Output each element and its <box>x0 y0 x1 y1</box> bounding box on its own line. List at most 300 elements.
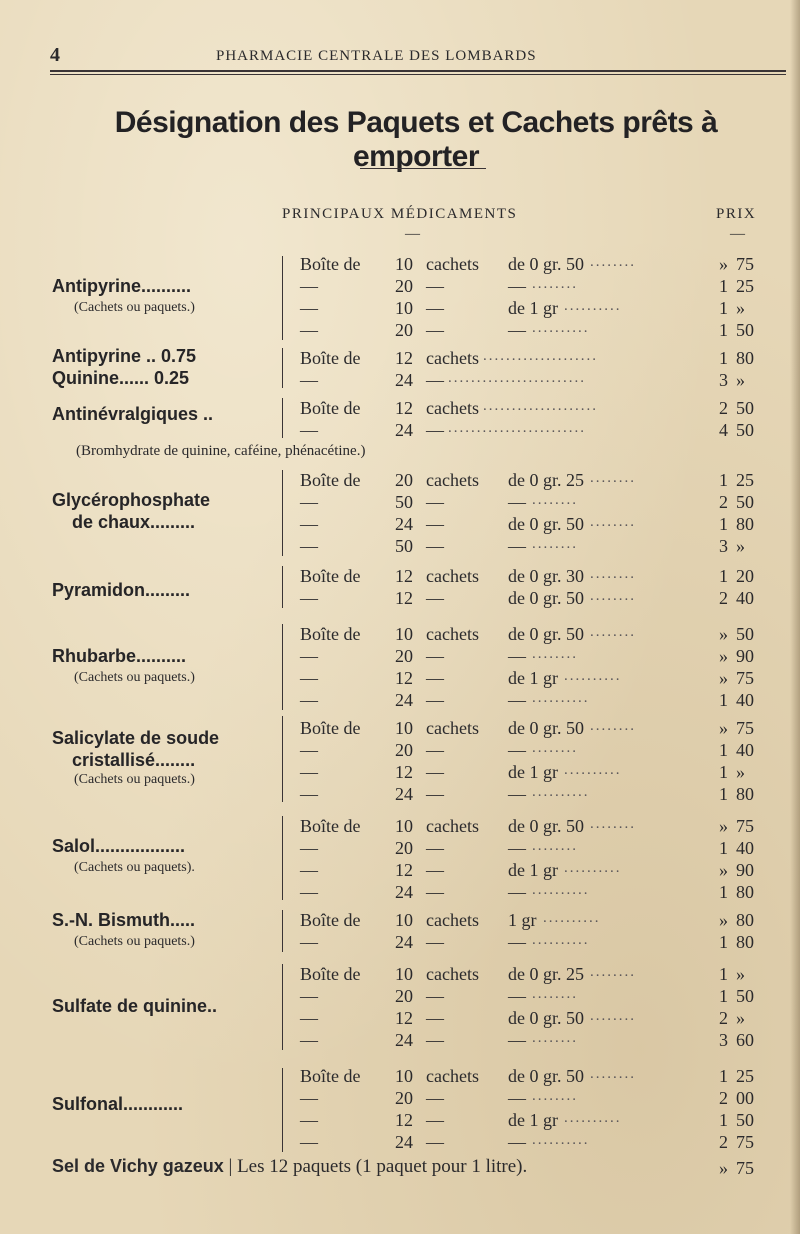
unit-label: — <box>426 690 444 710</box>
price <box>706 1008 768 1030</box>
brace <box>282 398 283 438</box>
unit-label: cachets <box>426 398 479 418</box>
leader-dots: .......... <box>543 910 601 926</box>
unit-label: — <box>426 1132 444 1152</box>
dose-label: de 1 gr <box>508 298 558 318</box>
dose-label: — <box>508 646 526 666</box>
unit-label: — <box>426 882 444 902</box>
product-name: Rhubarbe.......... <box>52 646 187 666</box>
price-centimes: 50 <box>736 492 754 512</box>
cachet-count: 12 <box>395 348 413 368</box>
box-label: — <box>300 668 318 688</box>
brace <box>282 566 283 608</box>
leader-dots: .......... <box>564 298 622 314</box>
price-francs: 1 <box>719 320 728 340</box>
box-label: Boîte de <box>300 718 361 738</box>
box-label: — <box>300 514 318 534</box>
leader-dots: ........ <box>532 1088 578 1104</box>
product-name: Salol.................. <box>52 836 186 856</box>
product-name: Antinévralgiques .. <box>52 404 214 424</box>
box-label: — <box>300 276 318 296</box>
box-label: — <box>300 320 318 340</box>
dose-label: — <box>508 1132 526 1152</box>
price <box>706 624 768 646</box>
price <box>706 762 768 784</box>
price-francs: 1 <box>719 1110 728 1130</box>
cachet-count: 12 <box>395 588 413 608</box>
price-centimes: » <box>736 370 745 390</box>
unit-label: — <box>426 986 444 1006</box>
price <box>706 718 768 740</box>
cachet-count: 24 <box>395 932 413 952</box>
price-francs: » <box>719 910 728 930</box>
box-label: — <box>300 762 318 782</box>
price-francs: 3 <box>719 536 728 556</box>
unit-label: — <box>426 1088 444 1108</box>
price <box>706 254 768 276</box>
cachet-count: 24 <box>395 882 413 902</box>
leader-dots: .................... <box>483 398 598 414</box>
dose-label: — <box>508 932 526 952</box>
unit-label: — <box>426 932 444 952</box>
price <box>706 1066 768 1088</box>
composition-note: (Bromhydrate de quinine, caféine, phénacétine.) <box>76 443 366 459</box>
price-francs: 1 <box>719 298 728 318</box>
price-centimes: 50 <box>736 1110 754 1130</box>
price-francs: 4 <box>719 420 728 440</box>
price-centimes: 80 <box>736 932 754 952</box>
brace <box>282 256 283 340</box>
price-centimes: 75 <box>736 254 754 274</box>
price-centimes: 80 <box>736 348 754 368</box>
leader-dots: ........ <box>532 646 578 662</box>
cachet-count: 10 <box>395 624 413 644</box>
header-rule <box>50 70 786 72</box>
price-francs: 1 <box>719 882 728 902</box>
price-francs: 2 <box>719 1008 728 1028</box>
dose-label: de 0 gr. 25 <box>508 470 584 490</box>
price-centimes: 20 <box>736 566 754 586</box>
unit-label: cachets <box>426 348 479 368</box>
box-label: Boîte de <box>300 1066 361 1086</box>
dose-label: de 0 gr. 50 <box>508 254 584 274</box>
cachet-count: 20 <box>395 646 413 666</box>
box-label: Boîte de <box>300 964 361 984</box>
box-label: Boîte de <box>300 254 361 274</box>
dose-label: — <box>508 276 526 296</box>
box-label: — <box>300 492 318 512</box>
price <box>706 668 768 690</box>
leader-dots: .......... <box>532 882 590 898</box>
unit-label: — <box>426 514 444 534</box>
cachet-count: 20 <box>395 1088 413 1108</box>
brace <box>282 910 283 952</box>
cachet-count: 10 <box>395 1066 413 1086</box>
price-francs: 1 <box>719 740 728 760</box>
leader-dots: ........ <box>590 964 636 980</box>
dose-label: de 0 gr. 50 <box>508 514 584 534</box>
price-centimes: 80 <box>736 882 754 902</box>
product-name: Quinine...... 0.25 <box>52 368 190 388</box>
leader-dots: .................... <box>483 348 598 364</box>
price-francs: 1 <box>719 986 728 1006</box>
price <box>706 276 768 298</box>
product-name: Antipyrine .. 0.75 <box>52 346 197 366</box>
box-label: — <box>300 1030 318 1050</box>
price-centimes: 90 <box>736 860 754 880</box>
price-centimes: 25 <box>736 1066 754 1086</box>
leader-dots: ........ <box>590 718 636 734</box>
cachet-count: 10 <box>395 816 413 836</box>
cachet-count: 24 <box>395 690 413 710</box>
cachet-count: 24 <box>395 784 413 804</box>
leader-dots: ........ <box>532 838 578 854</box>
leader-dots: ........ <box>590 624 636 640</box>
price <box>706 986 768 1008</box>
price-centimes: 50 <box>736 420 754 440</box>
dose-label: — <box>508 838 526 858</box>
unit-label: — <box>426 536 444 556</box>
leader-dots: ........ <box>590 816 636 832</box>
dose-label: de 1 gr <box>508 762 558 782</box>
price-francs: 1 <box>719 932 728 952</box>
price-centimes: 75 <box>736 816 754 836</box>
leader-dots: ........................ <box>448 420 586 436</box>
box-label: Boîte de <box>300 624 361 644</box>
box-label: — <box>300 784 318 804</box>
product-subtitle: (Cachets ou paquets.) <box>74 670 195 685</box>
box-label: — <box>300 740 318 760</box>
price-francs: 1 <box>719 762 728 782</box>
unit-label: — <box>426 762 444 782</box>
dose-label: de 0 gr. 25 <box>508 964 584 984</box>
price <box>706 784 768 806</box>
price-francs: 2 <box>719 1088 728 1108</box>
cachet-count: 20 <box>395 276 413 296</box>
price <box>706 1132 768 1154</box>
dose-label: — <box>508 740 526 760</box>
unit-label: — <box>426 838 444 858</box>
leader-dots: .......... <box>564 762 622 778</box>
unit-label: cachets <box>426 964 479 984</box>
box-label: — <box>300 646 318 666</box>
unit-label: cachets <box>426 1066 479 1086</box>
price-centimes: 80 <box>736 784 754 804</box>
box-label: — <box>300 298 318 318</box>
leader-dots: ........ <box>590 588 636 604</box>
leader-dots: ........ <box>532 492 578 508</box>
product-subtitle: (Cachets ou paquets.) <box>74 772 195 787</box>
box-label: — <box>300 882 318 902</box>
leader-dots: ........ <box>532 276 578 292</box>
price-francs: » <box>719 646 728 666</box>
price <box>706 492 768 514</box>
price-francs: 2 <box>719 588 728 608</box>
price-centimes: 25 <box>736 276 754 296</box>
cachet-count: 20 <box>395 740 413 760</box>
price <box>706 882 768 904</box>
dose-label: de 1 gr <box>508 668 558 688</box>
cachet-count: 20 <box>395 320 413 340</box>
unit-label: — <box>426 588 444 608</box>
product-name: Antipyrine.......... <box>52 276 192 296</box>
unit-label: — <box>426 298 444 318</box>
dose-label: de 0 gr. 50 <box>508 588 584 608</box>
dose-label: de 1 gr <box>508 860 558 880</box>
leader-dots: ........ <box>532 1030 578 1046</box>
price <box>706 398 768 420</box>
column-header-medicaments: PRINCIPAUX MÉDICAMENTS <box>282 206 518 222</box>
dose-label: 1 gr <box>508 910 537 930</box>
cachet-count: 10 <box>395 254 413 274</box>
box-label: — <box>300 932 318 952</box>
price-centimes: 40 <box>736 690 754 710</box>
title-underline <box>360 168 486 169</box>
price-centimes: 75 <box>736 718 754 738</box>
leader-dots: ........ <box>590 1008 636 1024</box>
dose-label: — <box>508 1088 526 1108</box>
brace <box>282 624 283 710</box>
product-name-line2: de chaux......... <box>72 512 196 532</box>
box-label: Boîte de <box>300 816 361 836</box>
unit-label: — <box>426 1008 444 1028</box>
cachet-count: 24 <box>395 420 413 440</box>
price-centimes: 75 <box>736 1132 754 1152</box>
product-subtitle: (Cachets ou paquets.) <box>74 300 195 315</box>
cachet-count: 12 <box>395 762 413 782</box>
price-francs: 3 <box>719 1030 728 1050</box>
price <box>706 860 768 882</box>
price <box>706 348 768 370</box>
price <box>706 1158 768 1180</box>
price <box>706 646 768 668</box>
box-label: Boîte de <box>300 348 361 368</box>
price-francs: » <box>719 624 728 644</box>
unit-label: — <box>426 420 444 440</box>
box-label: — <box>300 1132 318 1152</box>
unit-label: cachets <box>426 566 479 586</box>
cachet-count: 50 <box>395 492 413 512</box>
product-name: Sulfonal............ <box>52 1094 184 1114</box>
leader-dots: .......... <box>532 320 590 336</box>
leader-dots: .......... <box>564 1110 622 1126</box>
price-francs: » <box>719 1158 728 1178</box>
brace <box>282 348 283 388</box>
price-francs: 1 <box>719 514 728 534</box>
brace <box>282 470 283 556</box>
box-label: — <box>300 1088 318 1108</box>
dose-label: de 0 gr. 50 <box>508 816 584 836</box>
leader-dots: .......... <box>564 668 622 684</box>
price-francs: 1 <box>719 348 728 368</box>
price-francs: 2 <box>719 1132 728 1152</box>
dose-label: — <box>508 690 526 710</box>
price <box>706 420 768 442</box>
leader-dots: ........ <box>590 470 636 486</box>
vichy-description: Les 12 paquets (1 paquet pour 1 litre). <box>237 1156 528 1177</box>
leader-dots: .......... <box>532 1132 590 1148</box>
box-label: Boîte de <box>300 398 361 418</box>
price-francs: 1 <box>719 1066 728 1086</box>
page-edge-shadow <box>790 0 800 1234</box>
price <box>706 588 768 610</box>
price <box>706 470 768 492</box>
unit-label: — <box>426 860 444 880</box>
price-centimes: » <box>736 1008 745 1028</box>
dose-label: de 0 gr. 50 <box>508 718 584 738</box>
box-label: Boîte de <box>300 470 361 490</box>
product-name: Glycérophosphate <box>52 490 211 510</box>
price-centimes: » <box>736 298 745 318</box>
price <box>706 298 768 320</box>
price-centimes: 75 <box>736 668 754 688</box>
price <box>706 690 768 712</box>
price-francs: 2 <box>719 492 728 512</box>
unit-label: — <box>426 276 444 296</box>
price <box>706 566 768 588</box>
price-centimes: » <box>736 762 745 782</box>
price-centimes: 25 <box>736 470 754 490</box>
price-francs: 1 <box>719 690 728 710</box>
brace <box>282 716 283 802</box>
price-francs: 1 <box>719 838 728 858</box>
leader-dots: .......... <box>532 932 590 948</box>
unit-label: cachets <box>426 254 479 274</box>
price <box>706 536 768 558</box>
price-centimes: 50 <box>736 624 754 644</box>
dose-label: — <box>508 320 526 340</box>
dose-label: de 0 gr. 50 <box>508 624 584 644</box>
box-label: — <box>300 690 318 710</box>
product-subtitle: (Cachets ou paquets). <box>74 860 195 875</box>
cachet-count: 10 <box>395 964 413 984</box>
box-label: — <box>300 1110 318 1130</box>
price-francs: 1 <box>719 470 728 490</box>
vichy-line <box>52 1156 527 1178</box>
column-header-prix: PRIX <box>716 206 757 222</box>
price <box>706 838 768 860</box>
leader-dots: ........ <box>590 514 636 530</box>
price <box>706 910 768 932</box>
unit-label: cachets <box>426 624 479 644</box>
running-head: PHARMACIE CENTRALE DES LOMBARDS <box>216 48 537 64</box>
unit-label: cachets <box>426 718 479 738</box>
cachet-count: 12 <box>395 1008 413 1028</box>
leader-dots: ........ <box>532 536 578 552</box>
price-centimes: 40 <box>736 588 754 608</box>
leader-dots: ........ <box>532 740 578 756</box>
price <box>706 320 768 342</box>
unit-label: — <box>426 1030 444 1050</box>
box-label: — <box>300 1008 318 1028</box>
box-label: — <box>300 986 318 1006</box>
price-centimes: » <box>736 964 745 984</box>
column-dash-medicaments: — <box>405 226 420 242</box>
cachet-count: 24 <box>395 514 413 534</box>
cachet-count: 20 <box>395 986 413 1006</box>
dose-label: de 0 gr. 50 <box>508 1008 584 1028</box>
price-centimes: 00 <box>736 1088 754 1108</box>
dose-label: — <box>508 492 526 512</box>
price <box>706 1110 768 1132</box>
page-header <box>50 42 786 70</box>
price-francs: » <box>719 718 728 738</box>
cachet-count: 10 <box>395 910 413 930</box>
price <box>706 370 768 392</box>
product-subtitle: (Cachets ou paquets.) <box>74 934 195 949</box>
cachet-count: 12 <box>395 1110 413 1130</box>
product-name-line2: cristallisé........ <box>72 750 196 770</box>
price-centimes: 60 <box>736 1030 754 1050</box>
page-number: 4 <box>50 44 60 66</box>
box-label: — <box>300 588 318 608</box>
price-centimes: 75 <box>736 1158 754 1178</box>
unit-label: — <box>426 1110 444 1130</box>
unit-label: cachets <box>426 816 479 836</box>
price-centimes: 40 <box>736 838 754 858</box>
product-name: Pyramidon......... <box>52 580 191 600</box>
price-francs: » <box>719 668 728 688</box>
price-centimes: 80 <box>736 514 754 534</box>
page-title: Désignation des Paquets et Cachets prêts à emporter <box>114 106 718 173</box>
price <box>706 932 768 954</box>
unit-label: — <box>426 668 444 688</box>
unit-label: — <box>426 740 444 760</box>
cachet-count: 10 <box>395 298 413 318</box>
price-francs: 1 <box>719 964 728 984</box>
price-centimes: 80 <box>736 910 754 930</box>
price-centimes: 90 <box>736 646 754 666</box>
price <box>706 1088 768 1110</box>
price-centimes: » <box>736 536 745 556</box>
price-francs: 1 <box>719 566 728 586</box>
price-francs: 2 <box>719 398 728 418</box>
price <box>706 740 768 762</box>
price-francs: 1 <box>719 784 728 804</box>
leader-dots: ........ <box>590 1066 636 1082</box>
price-centimes: 50 <box>736 320 754 340</box>
price-francs: » <box>719 816 728 836</box>
price <box>706 514 768 536</box>
brace <box>282 816 283 900</box>
dose-label: — <box>508 536 526 556</box>
unit-label: — <box>426 784 444 804</box>
leader-dots: ........................ <box>448 370 586 386</box>
dose-label: — <box>508 1030 526 1050</box>
cachet-count: 24 <box>395 370 413 390</box>
leader-dots: .......... <box>532 690 590 706</box>
box-label: — <box>300 420 318 440</box>
price-francs: 3 <box>719 370 728 390</box>
leader-dots: ........ <box>532 986 578 1002</box>
product-name: S.-N. Bismuth..... <box>52 910 196 930</box>
price-francs: » <box>719 254 728 274</box>
price <box>706 816 768 838</box>
price-centimes: 50 <box>736 398 754 418</box>
cachet-count: 12 <box>395 860 413 880</box>
cachet-count: 50 <box>395 536 413 556</box>
product-name: Sulfate de quinine.. <box>52 996 218 1016</box>
leader-dots: ........ <box>590 566 636 582</box>
unit-label: cachets <box>426 470 479 490</box>
unit-label: — <box>426 492 444 512</box>
leader-dots: ........ <box>590 254 636 270</box>
box-label: — <box>300 838 318 858</box>
separator: | <box>228 1156 233 1177</box>
price <box>706 1030 768 1052</box>
price-francs: » <box>719 860 728 880</box>
column-dash-prix: — <box>730 226 745 242</box>
